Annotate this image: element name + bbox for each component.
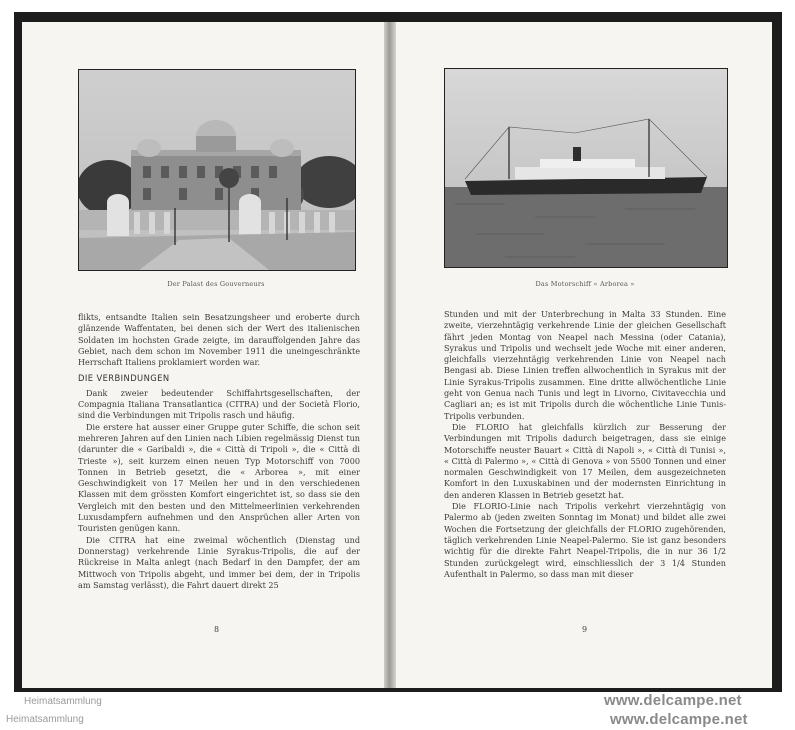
paragraph: Die FLORIO hat gleichfalls kürzlich zur Besserung der Verbindungen mit Tripolis dadurch beigetragen, dass sie einige Motorschiffe neuster Bauart « Città di Napoli », « Città di Tunisi », « Città di Palermo », « Città di Genova » von 5500 Tonnen und einer normalen Geschwindigkeit von 17 Meilen, dem ausgezeichneten Komfort in den Luxuskabinen und der modernsten Einrichtung in den anderen Klassen in Betrieb gesetzt hat.	[444, 421, 726, 500]
page-number: 9	[582, 625, 588, 634]
paragraph: Die FLORIO-Linie nach Tripolis verkehrt vierzehntägig von Palermo ab (jeden zweiten Sonntag im Monat) und bildet alle zwei Wochen die Fortsetzung der gleichfalls der FLORIO zugehörenden, täglich verkehrenden Linie Neapel-Palermo. Sie ist ganz besonders wichtig für die direkte Fahrt Neapel-Tripolis, die in nur 36 1/2 Stunden zurückgelegt wird, einschliesslich der 3 1/4 Stunden Aufenthalt in Palermo, so dass man mit dieser	[444, 501, 726, 579]
paragraph: flikts, entsandte Italien sein Besatzungsheer und eroberte durch glänzende Waffentaten, bei denen sich der Wert des italienischen Soldaten im hochsten Grade zeigte, im darauffolgenden Jahre das Gebiet, nach dem schon im November 1911 die uneingeschränkte Herrschaft Italiens proklamiert worden war.	[78, 312, 360, 368]
section-heading: DIE VERBINDUNGEN	[78, 373, 170, 384]
paragraph: Die CITRA hat eine zweimal wöchentlich (Dienstag und Donnerstag) verkehrende Linie Syrakus-Tripolis, die auf der Rückreise in Malta anlegt (nach Bedarf in den Dampfer, der am Mittwoch von Tripolis abgeht, und immer bei dem, der in Tripolis am Samstag verlässt), die Fahrt dauert direkt 25	[78, 534, 360, 590]
ship-photo	[444, 68, 728, 268]
paragraph: Stunden und mit der Unterbrechung in Malta 33 Stunden. Eine zweite, vierzehntägig verkehrende Linie der gleichen Gesellschaft fährt jeden Montag von Neapel nach Messina (oder Catania), Syrakus und Tripolis und wechselt jede Woche mit einer anderen, gleichfalls vierzehntägig verkehrenden Linie von Neapel nach Bengasi ab. Diese Linien treffen allwochentlich in Syrakus mit der Linie Syrakus-Tripolis zusammen. Eine dritte allwöchentliche Linie geht von Genua nach Tunis und legt in Livorno, Civitavecchia und Cagliari an; es ist mit Tripolis durch die wöchentliche Linie Tunis-Tripolis verbunden.	[444, 309, 726, 421]
governor-palace-photo	[78, 69, 356, 271]
paragraph: Die erstere hat ausser einer Gruppe guter Schiffe, die schon seit mehreren Jahren auf den Linien nach Libien regelmässig Dienst tun (darunter die « Garibaldi », die « Città di Tripoli », die « Città di Trieste »), seit kurzem einen neuen Typ Motorschiff von 7000 Tonnen in Betrieb gesetzt, die « Arborea », mit einer Geschwindigkeit von 17 Meilen her und in den verschiedenen Klassen mit dem grössten Komfort eingerichtet ist, so dass sie den Vergleich mit den besten und den Mittelmeerlinien verkehrenden Luxusdampfern aufnehmen und den Ansprüchen aller Arten von Touristen genügen kann.	[78, 421, 360, 534]
right-page	[396, 22, 772, 688]
book-gutter	[384, 22, 396, 688]
watermark-text: Heimatsammlung	[24, 696, 102, 707]
photo-caption: Das Motorschiff « Arborea »	[535, 280, 635, 288]
page-number: 8	[214, 625, 220, 634]
right-page-body	[444, 309, 726, 580]
photo-caption: Der Palast des Gouverneurs	[167, 280, 265, 288]
paragraph: Dank zweier bedeutender Schiffahrtsgesellschaften, der Compagnia Italiana Transatlantica (CITRA) und der Società Florio, sind die Verbindungen mit Tripolis rasch und häufig.	[78, 387, 360, 421]
left-page-body	[78, 312, 360, 591]
delcampe-link[interactable]: www.delcampe.net	[610, 711, 748, 728]
watermark-text: Heimatsammlung	[6, 714, 84, 725]
delcampe-link[interactable]: www.delcampe.net	[604, 692, 742, 709]
left-page	[22, 22, 384, 688]
